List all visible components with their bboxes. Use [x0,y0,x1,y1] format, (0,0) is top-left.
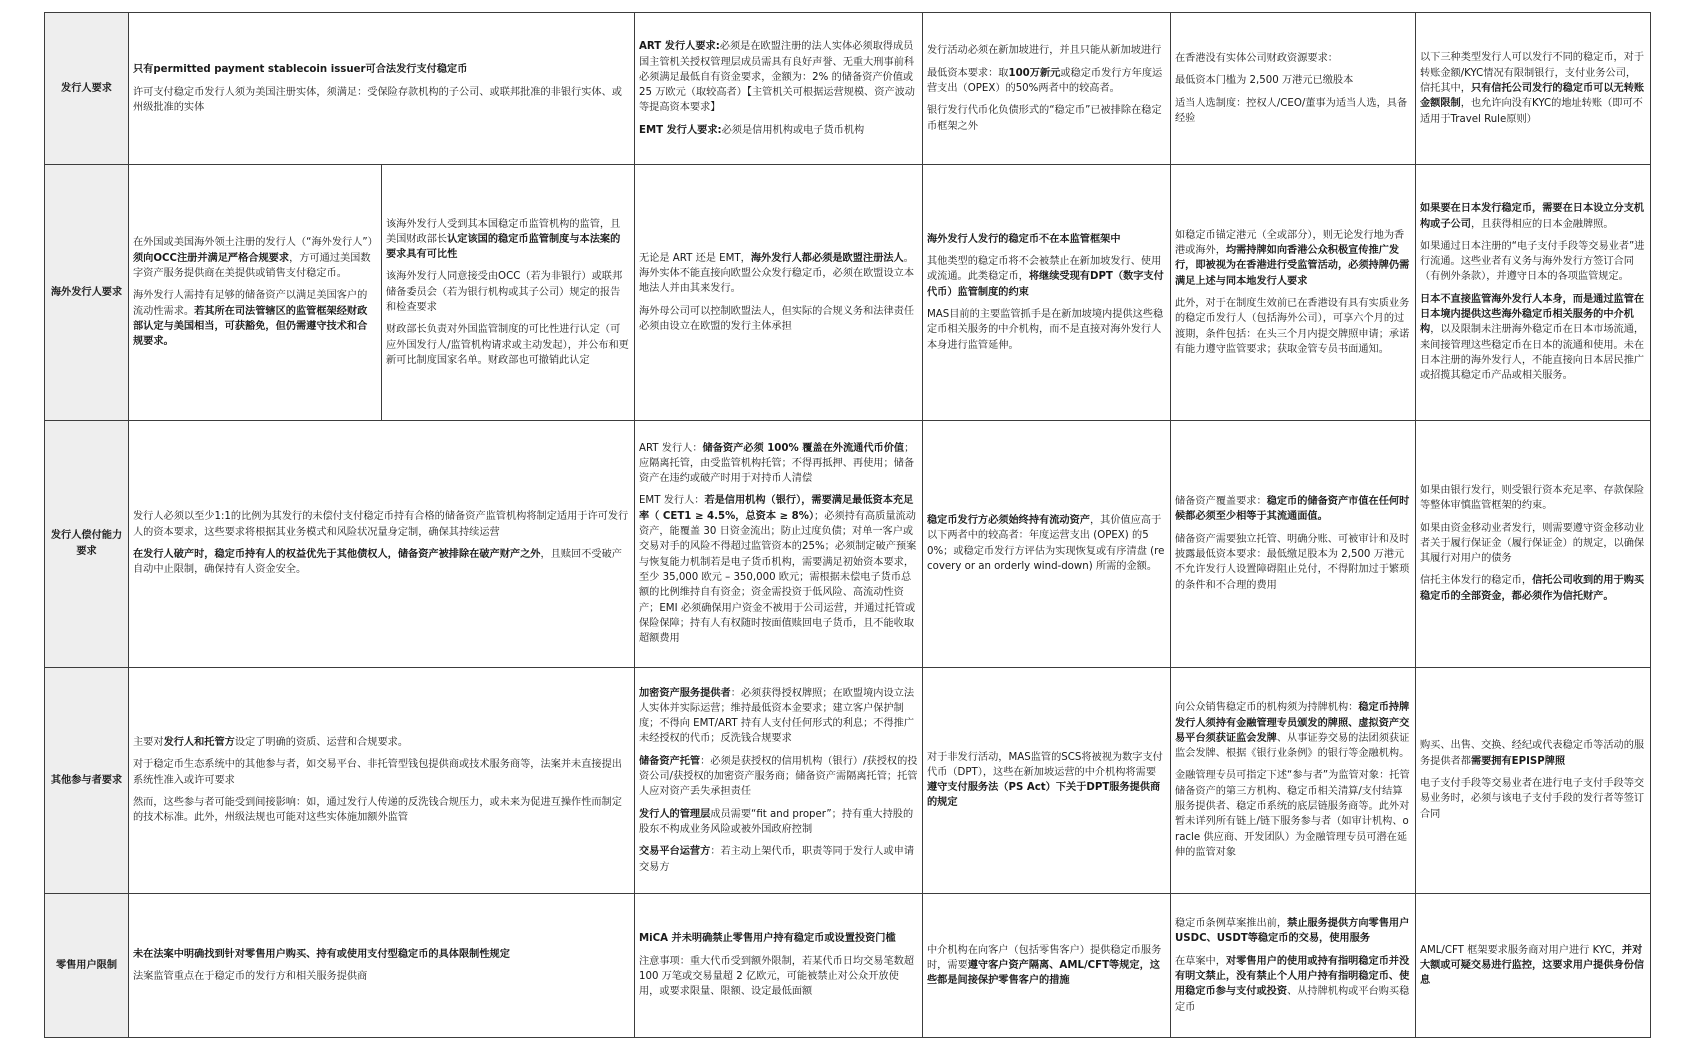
body-text: 储备资产覆盖要求： [1175,496,1267,508]
emphasis-text: 储备资产托管 [639,755,701,767]
cell-paragraph [639,441,918,487]
cell-paragraph [927,232,1166,247]
emphasis-text: 发行人和托管方 [163,736,235,748]
body-text: 该海外发行人受到其本国稳定币监管机构的监管，且美国财政部长 [386,218,621,245]
emphasis-text: 在发行人破产时，稳定币持有人的权益优先于其他债权人，储备资产被排除在破产财产之外 [133,549,541,560]
cell-paragraph [1175,494,1411,525]
table-cell [1416,13,1651,165]
cell-paragraph [1175,700,1411,761]
cell-paragraph [1420,521,1646,567]
cell-paragraph [1420,201,1646,232]
body-text: 如果由资金移动业者发行，则需要遵守资金移动业者关于履行保证金（履行保证金）的规定，以确保其履行对用户的债务 [1420,522,1645,565]
stablecoin-regulation-table [44,12,1651,1038]
cell-paragraph [133,795,630,826]
row-header: 其他参与者要求 [45,667,129,893]
cell-paragraph [927,103,1166,134]
table-cell [635,13,923,165]
table-cell [923,165,1171,420]
table-cell [382,165,635,420]
body-text: 对于非发行活动，MAS监管的SCS将被视为数字支付代币（DPT），这些在新加坡运营的中介机构将需要 [927,751,1163,778]
emphasis-text: 日本不直接监管海外发行人本身，而是通过监管在日本境内提供这些海外稳定币相关服务的中介机构 [1420,293,1645,336]
emphasis-text: 需要拥有EPISP牌照 [1470,755,1566,767]
cell-paragraph [1175,768,1411,860]
cell-paragraph [639,844,918,875]
cell-paragraph [639,954,918,1000]
body-text: 许可支付稳定币发行人须为美国注册实体，须满足：受保险存款机构的子公司、或联邦批准的非银行实体、或州级批准的实体 [133,86,622,113]
table-cell [1416,893,1651,1037]
emphasis-text: 若是信用机构（银行），需要满足最低资本充足率（ CET1 ≥ 4.5%，总资本 ≥ 8%） [639,495,914,522]
body-text: 法案监管重点在于稳定币的发行方和相关服务提供商 [133,970,368,982]
cell-paragraph [927,254,1166,300]
emphasis-text: 遵守支付服务法（PS Act）下关于DPT服务提供商的规定 [927,782,1161,809]
cell-paragraph [133,735,630,750]
cell-paragraph [133,547,630,578]
table-cell [635,893,923,1037]
table-cell [1171,165,1416,420]
emphasis-text: 稳定币持牌发行人须持有金融管理专员颁发的牌照、虚拟资产交易平台须获证监会发牌 [1175,702,1410,744]
emphasis-text: 海外发行人发行的稳定币不在本监管框架中 [927,233,1121,245]
table-cell [923,420,1171,667]
emphasis-text: 稳定币发行方必须始终持有流动资产 [927,514,1090,526]
emphasis-text: 100万新元 [1008,67,1061,79]
table-cell [1171,420,1416,667]
cell-paragraph [639,754,918,800]
cell-paragraph [1175,228,1411,289]
body-text: 在外国或美国海外领土注册的发行人（“海外发行人”） [133,237,378,249]
emphasis-text: 须向OCC注册并满足严格合规要求 [133,252,290,264]
table-cell [129,165,382,420]
body-text: 必须是信用机构或电子货币机构 [721,124,865,136]
table-cell [1171,13,1416,165]
body-text: ；应隔离托管，由受监管机构托管；不得再抵押、再使用；储备资产在违约或破产时用于对持币人清偿 [639,442,915,485]
body-text: 金融管理专员可指定下述“参与者”为监管对象：托管储备资产的第三方机构、稳定币相关清算/支付结算服务提供者、稳定币系统的底层链服务商等。此外对暂未详列所有链上/链下服务参与者（如审计机构、oracle 供应商、开发团队）为金融管理专员可潜在延伸的监管对象 [1175,770,1410,858]
body-text: ：必须是获授权的信用机构（银行）/获授权的投资公司/获授权的加密资产服务商；储备资产需隔离托管；托管人应对资产丢失承担责任 [639,755,918,798]
body-text: EMT 发行人： [639,495,705,507]
cell-paragraph [133,288,377,349]
body-text: ，也允许向没有KYC的地址转账（即可不适用于Travel Rule原则） [1420,98,1643,125]
table-cell [635,165,923,420]
body-text: 向公众销售稳定币的机构须为持牌机构： [1175,702,1359,714]
body-text: 、从持牌机构或平台购买稳定币 [1175,986,1410,1013]
table-row [45,893,1651,1037]
body-text: 成员需要“fit and proper”；持有重大持股的股东不构成业务风险或被外国政府控制 [639,808,914,835]
cell-paragraph [386,269,630,315]
body-text: 最低资本门槛为 2,500 万港元已缴股本 [1175,75,1354,87]
row-header: 发行人要求 [45,13,129,165]
cell-paragraph [639,251,918,297]
body-text: 最低资本要求：取 [927,67,1009,79]
emphasis-text: 只有permitted payment stablecoin issuer可合法发行支付稳定币 [133,64,468,76]
body-text: 中介机构在向客户（包括零售客户）提供稳定币服务时，需要 [927,944,1162,971]
body-text: 其他类型的稳定币将不会被禁止在新加坡发行、使用或流通。此类稳定币， [927,256,1162,283]
body-text: AML/CFT 框架要求服务商对用户进行 KYC， [1420,944,1622,956]
emphasis-text: 遵守客户资产隔离、AML/CFT等规定，这些都是间接保护零售客户的措施 [927,959,1160,987]
emphasis-text: 海外发行人都必须是欧盟注册法人 [750,252,904,264]
cell-paragraph [1420,738,1646,769]
emphasis-text: 并对大额或可疑交易进行监控，这要求用户提供身份信息 [1420,944,1645,987]
emphasis-text: EMT 发行人要求: [639,124,722,136]
table-cell [923,893,1171,1037]
body-text: ：必须获得授权牌照；在欧盟境内设立法人实体并实际运营；维持最低资本金要求；建立客户保护制度；不得向 EMT/ART 持有人支付任何形式的利息；不得推广未经授权的代币；反洗钱合规要求 [639,687,915,745]
table-row [45,420,1651,667]
cell-paragraph [927,307,1166,353]
body-text: 然而，这些参与者可能受到间接影响：如，通过发行人传递的反洗钱合规压力，或未来为促进互操作性而制定的技术标准。此外，州级法规也可能对这些实体施加额外监管 [133,796,622,824]
emphasis-text: 加密资产服务提供者 [639,687,731,699]
emphasis-text: 未在法案中明确找到针对零售用户购买、持有或使用支付型稳定币的具体限制性规定 [133,948,510,960]
body-text: 此外，对于在制度生效前已在香港设有具有实质业务的稳定币发行人（包括海外公司），可享六个月的过渡期，条件包括：在头三个月内提交牌照申请；承诺有能力遵守监管要求；获取金管专员书面通知。 [1175,297,1410,355]
cell-paragraph [639,686,918,747]
body-text: 注意事项：重大代币受到额外限制，若某代币日均交易笔数超 100 万笔或交易量超 2 亿欧元，可能被禁止对公众开放使用，或要求限量、限额、设定最低面额 [639,955,915,998]
emphasis-text: 稳定币的储备资产市值在任何时候都必须至少相等于其流通面值。 [1175,496,1410,523]
body-text: ，且赎回不受破产自动中止限制，确保持有人资金安全。 [133,549,622,576]
body-text: 财政部长负责对外国监管制度的可比性进行认定（可应外国发行人/监管机构请求或主动发起），并公布和更新可比制度国家名单。财政部也可撤销此认定 [386,324,629,366]
cell-paragraph [639,39,918,115]
cell-paragraph [133,947,630,962]
table-cell [1416,165,1651,420]
cell-paragraph [1175,96,1411,127]
table-cell [129,420,635,667]
table-cell [1416,420,1651,667]
cell-paragraph [1420,943,1646,989]
body-text: 主要对 [133,736,164,748]
cell-paragraph [133,969,630,984]
table-row [45,13,1651,165]
body-text: ，其价值应高于以下两者中的较高者：年度运营支出 (OPEX) 的50%；或稳定币发行方评估为实现恢复或有序清盘 (recovery or an orderly wind-down) 所需的金额。 [927,514,1165,572]
body-text: ，且获得相应的日本金融牌照。 [1470,218,1614,230]
emphasis-text: 如果要在日本发行稳定币，需要在日本设立分支机构或子公司 [1420,203,1645,230]
table-cell [1416,667,1651,893]
cell-paragraph [927,66,1166,97]
body-text: 如果由银行发行，则受银行资本充足率、存款保险等整体审慎监管框架的约束。 [1420,484,1645,512]
cell-paragraph [927,943,1166,989]
emphasis-text: 均需持牌如向香港公众积极宣传推广发行，即被视为在香港进行受监管活动，必须持牌仍需满足上述与同本地发行人要求 [1175,245,1410,287]
emphasis-text: ART 发行人要求: [639,41,720,53]
emphasis-text: 对零售用户的使用或持有指明稳定币并没有明文禁止，没有禁止个人用户持有指明稳定币、使用稳定币参与支付或投资 [1175,955,1410,998]
cell-paragraph [133,509,630,540]
table-cell [1171,667,1416,893]
body-text: 、从事证券交易的法团须获证监会发牌、根据《银行业条例》的银行等金融机构。 [1175,732,1410,760]
cell-paragraph [386,217,630,263]
body-text: 该海外发行人同意接受由OCC（若为非银行）或联邦储备委员会（若为银行机构或其子公司）规定的报告和检查要求 [386,271,623,314]
cell-paragraph [1175,51,1411,66]
body-text: ，以及限制未注册海外稳定币在日本市场流通，来间接管理这些稳定币在日本的流通和使用。未在日本注册的海外发行人，不能直接向日本居民推广或招揽其稳定币产品或相关服务。 [1420,324,1645,382]
emphasis-text: 若其所在司法管辖区的监管框架经财政部认定与美国相当，可获豁免，但仍需遵守技术和合规要求。 [133,305,368,348]
body-text: 对于稳定币生态系统中的其他参与者，如交易平台、非托管型钱包提供商或技术服务商等，法案并未直接提出系统性准入或许可要求 [133,759,622,786]
table-cell [923,13,1171,165]
cell-paragraph [386,322,630,368]
table-cell [635,420,923,667]
body-text: 电子支付手段等交易业者在进行电子支付手段等交易业务时，必须与该电子支付手段的发行者等签订合同 [1420,778,1645,820]
cell-paragraph [1420,483,1646,514]
body-text: 如稳定币锚定港元（全或部分），则无论发行地为香港或海外， [1175,229,1405,257]
emphasis-text: MiCA 并未明确禁止零售用户持有稳定币或设置投资门槛 [639,933,896,945]
emphasis-text: 储备资产必须 100% 覆盖在外流通代币价值 [702,442,905,454]
emphasis-text: 只有信托公司发行的稳定币可以无转账金额限制 [1420,83,1645,110]
body-text: 在香港没有实体公司财政资源要求： [1175,53,1338,65]
body-text: 储备资产需要独立托管、明确分账、可被审计和及时披露最低资本要求：最低缴足股本为 2,500 万港元不允许发行人设置障碍阻止兑付，不得附加过于繁琐的条件和不合理的费用 [1175,533,1410,591]
body-text: 购买、出售、交换、经纪或代表稳定币等活动的服务提供者都 [1420,740,1645,767]
body-text: 信托主体发行的稳定币， [1420,575,1533,587]
body-text: 。海外实体不能直接向欧盟公众发行稳定币，必须在欧盟设立本地法人并由其来发行。 [639,252,915,295]
table-cell [129,893,635,1037]
cell-paragraph [1420,50,1646,126]
body-text: ART 发行人： [639,442,703,454]
emphasis-text: 交易平台运营方 [639,846,711,858]
table-cell [129,13,635,165]
body-text: 海外母公司可以控制欧盟法人，但实际的合规义务和法律责任必须由设立在欧盟的发行主体承担 [639,305,915,332]
body-text: ；必须持有高质量流动资产，能覆盖 30 日资金流出；防止过度负债；对单一客户或交易对手的风险不得超过监管资本的25%；必须制定破产预案与恢复能力机制若是电子货币机构，需要满足初始资本要求，至少 35,000 欧元 – 350,000 欧元；需根据未偿电子货币总额的比例维持自有资金；资金需投资于低风险、高流动性资产；EMI 必须确保用户资金不被用于公司运营，并通过托管或保险保障；持有人有权随时按面值赎回电子货币，且不能收取超额费用 [639,510,917,645]
table-cell [923,667,1171,893]
cell-paragraph [639,931,918,946]
cell-paragraph [927,750,1166,811]
cell-paragraph [1175,916,1411,947]
row-header: 发行人偿付能力要求 [45,420,129,667]
cell-paragraph [133,62,630,77]
body-text: 设定了明确的资质、运营和合规要求。 [234,736,409,748]
cell-paragraph [639,123,918,138]
cell-paragraph [1420,292,1646,384]
cell-paragraph [927,43,1166,58]
table-cell [1171,893,1416,1037]
cell-paragraph [639,304,918,335]
table-row [45,667,1651,893]
row-header: 海外发行人要求 [45,165,129,420]
table-row [45,165,1651,420]
cell-paragraph [1175,296,1411,357]
cell-paragraph [133,235,377,281]
cell-paragraph [1175,73,1411,88]
cell-paragraph [133,757,630,788]
table-cell [635,667,923,893]
emphasis-text: 发行人的管理层 [639,808,711,820]
body-text: MAS目前的主要监管抓手是在新加坡境内提供这些稳定币相关服务的中介机构，而不是直接对海外发行人本身进行监管延伸。 [927,309,1164,351]
body-text: 或稳定币发行方年度运营支出（OPEX）的50%两者中的较高者。 [927,67,1163,94]
body-text: 在草案中， [1175,955,1226,967]
emphasis-text: 禁止服务提供方向零售用户USDC、USDT等稳定币的交易，使用服务 [1175,918,1410,945]
cell-paragraph [1175,954,1411,1015]
cell-paragraph [1420,776,1646,822]
body-text: 发行活动必须在新加坡进行，并且只能从新加坡进行 [927,45,1162,57]
row-header: 零售用户限制 [45,893,129,1037]
body-text: 海外发行人需持有足够的储备资产以满足美国客户的流动性需求。 [133,290,368,317]
body-text: 如果通过日本注册的“电子支付手段等交易业者”进行流通。这些业者有义务与海外发行方签订合同（有例外条款），并遵守日本的各项监管规定。 [1420,240,1645,283]
body-text: 适当人选制度：控权人/CEO/董事为适当人选，具备经验 [1175,97,1408,124]
body-text: 发行人必须以至少1:1的比例为其发行的未偿付支付稳定币持有合格的储备资产监管机构将制定适用于许可发行人的资本要求，这些要求将根据其业务模式和风险状况量身定制，确保其持续运营 [133,511,629,538]
cell-paragraph [639,807,918,838]
table-cell [129,667,635,893]
body-text: 银行发行代币化负债形式的“稳定币”已被排除在稳定币框架之外 [927,105,1162,132]
body-text: 以下三种类型发行人可以发行不同的稳定币，对于转账金额/KYC情况有限制银行，支付业务公司，信托其中， [1420,52,1645,94]
emphasis-text: 认定该国的稳定币监管制度与本法案的要求具有可比性 [386,233,621,261]
emphasis-text: 信托公司收到的用于购买稳定币的全部资金，都必须作为信托财产。 [1420,575,1645,602]
cell-paragraph [133,85,630,116]
cell-paragraph [1420,239,1646,285]
body-text: 稳定币条例草案推出前， [1175,918,1288,930]
emphasis-text: 将继续受现有DPT（数字支付代币）监管制度的约束 [927,271,1164,298]
cell-paragraph [639,493,918,646]
body-text: 无论是 ART 还是 EMT， [639,252,751,264]
body-text: ：若主动上架代币，职责等同于发行人或申请交易方 [639,846,915,873]
body-text: 必须是在欧盟注册的法人实体必须取得成员国主管机关授权管理层成员需具有良好声誉、无重大刑事前科必须满足最低自有资金要求，金额为：2% 的储备资产价值或 25 万欧元（取较高者）【主管机关可根据运营规模、资产波动等提高资本要求】 [639,41,915,114]
cell-paragraph [1420,573,1646,604]
cell-paragraph [927,513,1166,574]
cell-paragraph [1175,532,1411,593]
body-text: ，方可通过美国数字资产服务提供商在美提供或销售支付稳定币。 [133,252,371,279]
